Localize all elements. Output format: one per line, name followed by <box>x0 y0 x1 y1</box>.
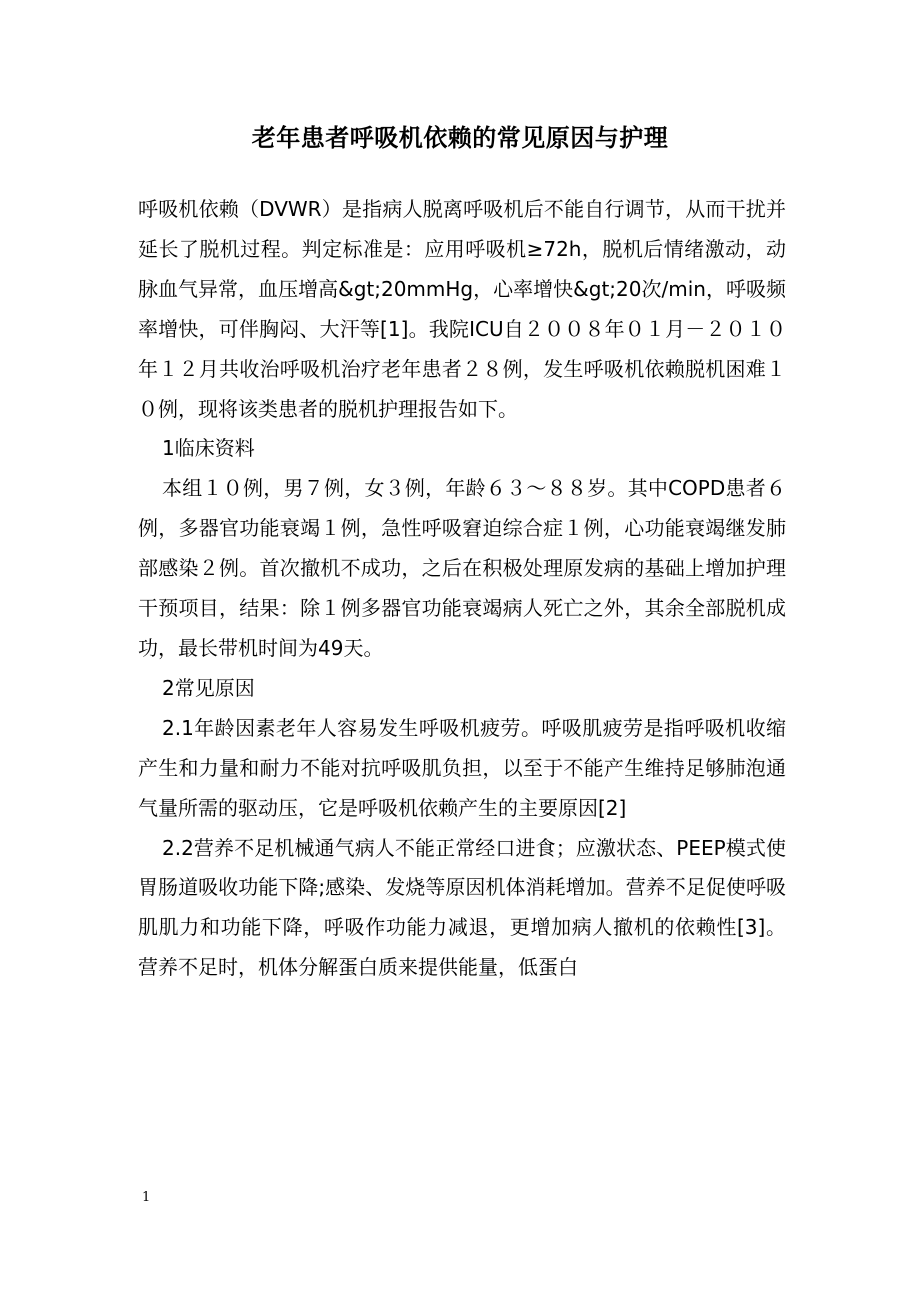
age-factor-paragraph: 2.1年龄因素老年人容易发生呼吸机疲劳。呼吸肌疲劳是指呼吸机收缩产生和力量和耐力不能对抗呼吸肌负担，以至于不能产生维持足够肺泡通气量所需的驱动压，它是呼吸机依赖产生的主要原因[2] <box>138 715 786 820</box>
page-number: 1 <box>142 1190 151 1205</box>
document-title: 老年患者呼吸机依赖的常见原因与护理 <box>251 124 669 152</box>
section-heading-common-causes: 2常见原因 <box>162 675 255 700</box>
section-heading-clinical-data: 1临床资料 <box>162 436 255 461</box>
nutrition-paragraph: 2.2营养不足机械通气病人不能正常经口进食；应激状态、PEEP模式使胃肠道吸收功能下降;感染、发烧等原因机体消耗增加。营养不足促使呼吸肌肌力和功能下降，呼吸作功能力减退，更增加病人撤机的依赖性[3]。营养不足时，机体分解蛋白质来提供能量，低蛋白 <box>138 835 786 980</box>
clinical-data-paragraph: 本组１０例，男７例，女３例，年龄６３～８８岁。其中COPD患者６例，多器官功能衰竭１例，急性呼吸窘迫综合症１例，心功能衰竭继发肺部感染２例。首次撤机不成功，之后在积极处理原发病的基础上增加护理干预项目，结果：除１例多器官功能衰竭病人死亡之外，其余全部脱机成功，最长带机时间为49天。 <box>138 476 786 660</box>
document-body <box>138 190 786 988</box>
intro-paragraph: 呼吸机依赖（DVWR）是指病人脱离呼吸机后不能自行调节，从而干扰并延长了脱机过程。判定标准是：应用呼吸机≥72h，脱机后情绪激动，动脉血气异常，血压增高&gt;20mmHg，心率增快&gt;20次/min，呼吸频率增快，可伴胸闷、大汗等[1]。我院ICU自２００８年０１月－２０１０年１２月共收治呼吸机治疗老年患者２８例，发生呼吸机依赖脱机困难１０例，现将该类患者的脱机护理报告如下。 <box>138 197 786 421</box>
